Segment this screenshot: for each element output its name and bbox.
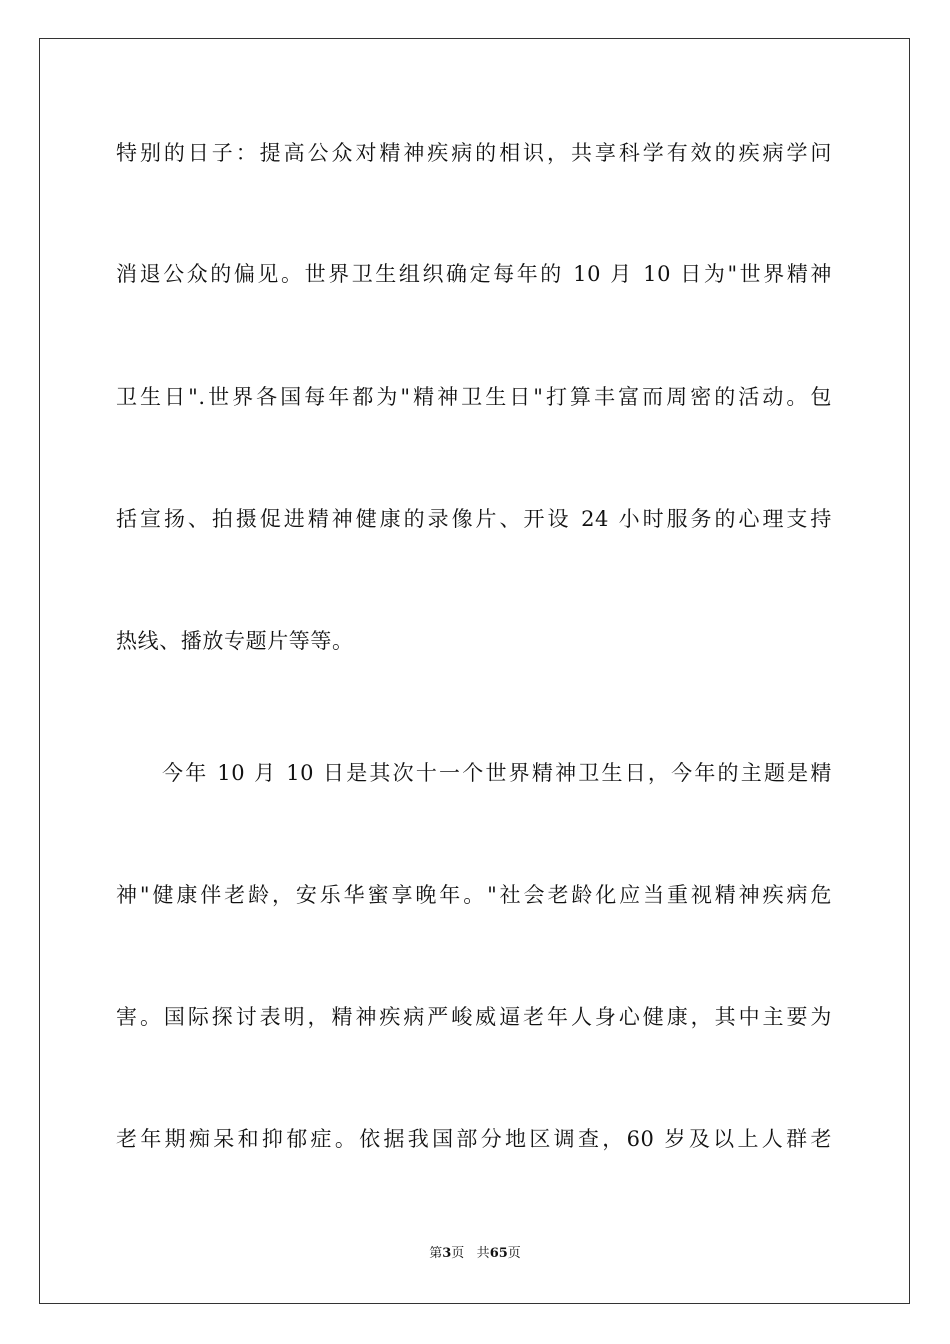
footer-total-pages: 65	[489, 1246, 508, 1261]
paragraph-start-line: 今年 10 月 10 日是其次十一个世界精神卫生日，今年的主题是精	[162, 761, 832, 785]
text-line-3: 卫生日".世界各国每年都为"精神卫生日"打算丰富而周密的活动。包	[116, 385, 832, 409]
text-line-7: 神"健康伴老龄，安乐华蜜享晚年。"社会老龄化应当重视精神疾病危	[116, 883, 832, 907]
page-footer	[0, 1245, 950, 1263]
footer-page-number: 3	[442, 1246, 452, 1261]
footer-page-suffix: 页	[451, 1246, 465, 1261]
page-frame	[39, 38, 910, 1304]
text-line-8: 害。国际探讨表明，精神疾病严峻威逼老年人身心健康，其中主要为	[116, 1005, 832, 1029]
footer-page-prefix: 第	[429, 1246, 443, 1261]
text-line-2: 消退公众的偏见。世界卫生组织确定每年的 10 月 10 日为"世界精神	[116, 262, 832, 286]
footer-total-prefix: 共	[476, 1246, 490, 1261]
text-line-9: 老年期痴呆和抑郁症。依据我国部分地区调查，60 岁及以上人群老	[116, 1127, 832, 1151]
text-line-4: 括宣扬、拍摄促进精神健康的录像片、开设 24 小时服务的心理支持	[116, 507, 832, 531]
text-line-1: 特别的日子：提高公众对精神疾病的相识，共享科学有效的疾病学问	[116, 141, 832, 165]
footer-total-suffix: 页	[507, 1246, 521, 1261]
text-line-5: 热线、播放专题片等等。	[116, 629, 354, 653]
